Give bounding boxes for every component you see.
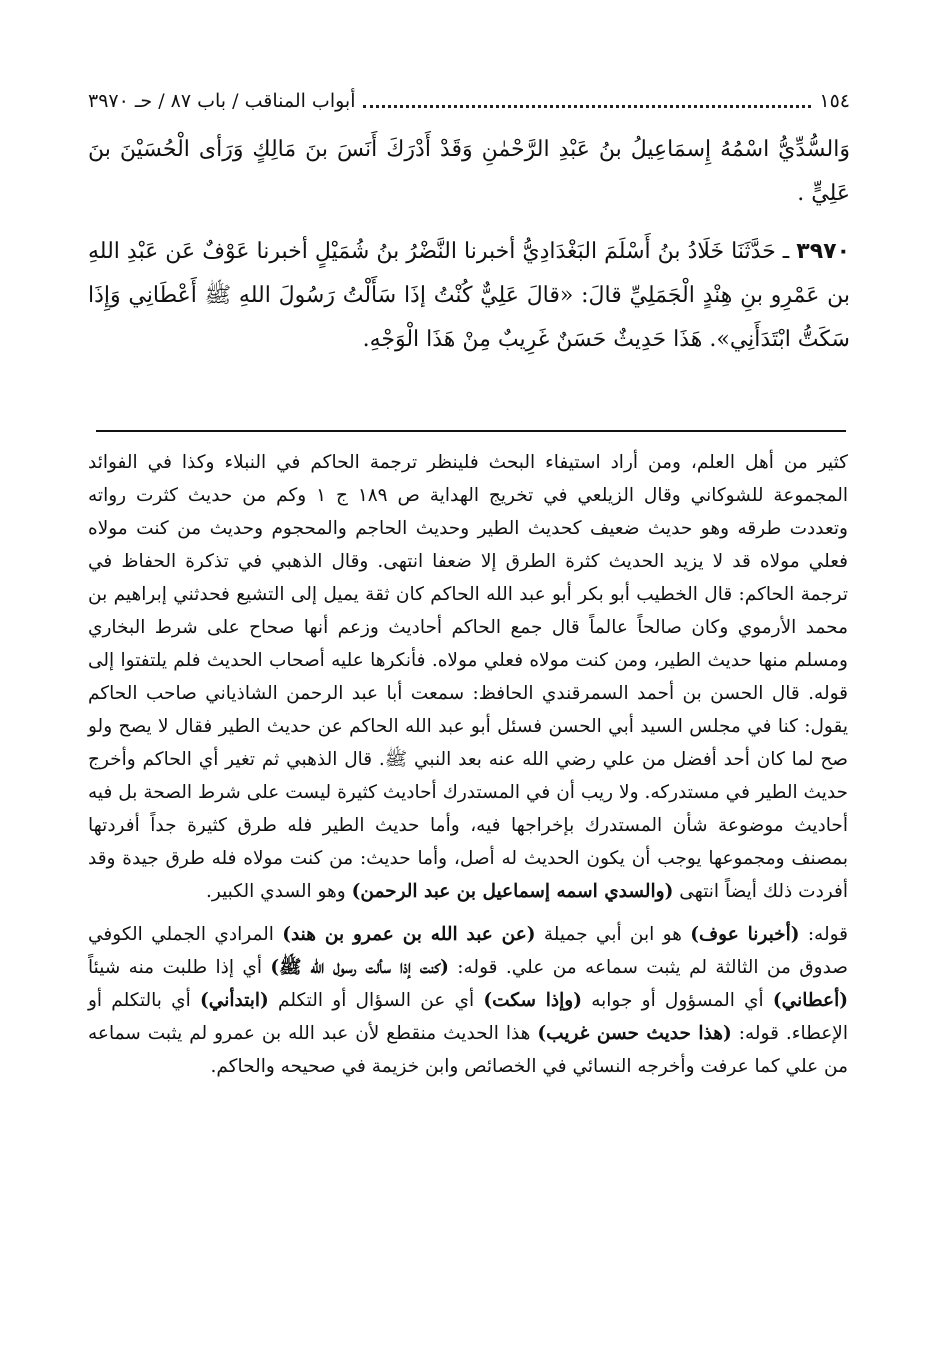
running-title: أبواب المناقب / باب ٨٧ / حـ ٣٩٧٠ <box>88 90 356 112</box>
commentary-quote: (هذا حديث حسن غريب) <box>537 1023 732 1044</box>
commentary-text: أي عن السؤال أو التكلم <box>268 990 484 1011</box>
commentary-text: هو ابن أبي جميلة <box>535 924 691 945</box>
commentary-quote: (ابتدأني) <box>200 990 269 1011</box>
commentary-text: وهو السدي الكبير. <box>206 881 352 902</box>
footnote-separator <box>96 430 846 432</box>
commentary-paragraph-2 <box>88 918 848 1083</box>
hadith-paragraph <box>88 230 850 362</box>
commentary <box>88 446 848 1083</box>
commentary-quote: (عن عبد الله بن عمرو بن هند) <box>282 924 536 945</box>
commentary-quote: (أعطاني) <box>772 990 848 1011</box>
commentary-quote: (وإذا سكت) <box>483 990 582 1011</box>
main-text <box>88 128 850 362</box>
commentary-text: أي إذا طلبت منه شيئاً <box>88 957 271 978</box>
hadith-number: ٣٩٧٠ <box>796 239 850 264</box>
commentary-quote: (والسدي اسمه إسماعيل بن عبد الرحمن) <box>351 881 674 902</box>
commentary-quote: (كنت إذا سألت رسول الله ﷺ) <box>270 957 449 978</box>
commentary-text: كثير من أهل العلم، ومن أراد استيفاء البحث فلينظر ترجمة الحاكم في النبلاء وكذا في الفوائد المجموعة للشوكاني وقال الزيلعي في تخريج الهداية ص ١٨٩ ج ١ وكم من حديث كثرت رواته وتعددت طرقه وهو حديث ضعيف كحديث الطير وحديث الحاجم والمحجوم وحديث من كنت مولاه فعلي مولاه قد لا يزيد الحديث كثرة الطرق إلا ضعفا انتهى. وقال الذهبي في تذكرة الحفاظ في ترجمة الحاكم: قال الخطيب أبو بكر أبو عبد الله الحاكم كان ثقة يميل إلى التشيع فحدثني إبراهيم بن محمد الأرموي وكان صالحاً عالماً قال جمع الحاكم أحاديث وزعم أنها صحاح على شرط البخاري ومسلم منها حديث الطير، ومن كنت مولاه فعلي مولاه. فأنكرها عليه أصحاب الحديث فلم يلتفتوا إلى قوله. قال الحسن بن أحمد السمرقندي الحافظ: سمعت أبا عبد الرحمن الشاذياني صاحب الحاكم يقول: كنا في مجلس السيد أبي الحسن فسئل أبو عبد الله الحاكم عن حديث الطير فقال لا يصح ولو صح لما كان أحد أفضل من علي رضي الله عنه بعد النبي ﷺ. قال الذهبي ثم تغير أي الحاكم وأخرج حديث الطير في مستدركه. ولا ريب أن في المستدرك أحاديث كثيرة ليست على شرط الصحة بل فيه أحاديث موضوعة شأن المستدرك بإخراجها فيه، وأما حديث الطير فله طرق كثيرة جداً أفردتها بمصنف ومجموعها يوجب أن يكون الحديث له أصل، وأما حديث: من كنت مولاه فله طرق جيدة وقد أفردت ذلك أيضاً انتهى <box>88 452 849 902</box>
commentary-text: أي المسؤول أو جوابه <box>582 990 773 1011</box>
commentary-text: أي بالتكلم أو الإعطاء. قوله: <box>88 990 848 1044</box>
header-dot-leader <box>363 105 811 108</box>
commentary-text: المرادي الجملي الكوفي صدوق من الثالثة لم يثبت سماعه من علي. قوله: <box>88 924 848 978</box>
commentary-quote: (أخبرنا عوف) <box>690 924 800 945</box>
main-paragraph-1: وَالسُّدِّيُّ اسْمُهُ إِسمَاعِيلُ بنُ عَبْدِ الرَّحْمٰنِ وَقَدْ أَدْرَكَ أَنَسَ بنَ مَالِكٍ وَرَأى الْحُسَيْنَ بنَ عَلِيٍّ . <box>88 137 850 206</box>
page-header <box>88 84 850 118</box>
commentary-text: قوله: <box>799 924 849 945</box>
commentary-text: هذا الحديث منقطع لأن عبد الله بن عمرو لم يثبت سماعه من علي كما عرفت وأخرجه النسائي في الخصائص وابن خزيمة في صحيحه والحاكم. <box>88 1023 848 1077</box>
hadith-text: ـ حَدَّثَنَا خَلَادُ بنُ أَسْلَمَ البَغْدَادِيُّ أخبرنا النَّضْرُ بنُ شُمَيْلٍ أخبرنا عَوْفٌ عَن عَبْدِ اللهِ بن عَمْرِو بنِ هِنْدٍ الْجَمَلِيِّ قالَ: «قالَ عَلِيٌّ كُنْتُ إذَا سَأَلْتُ رَسُولَ اللهِ ﷺ أَعْطَانِي وَإِذَا سَكَتُّ ابْتَدَأَنِي». هَذَا حَدِيثٌ حَسَنٌ غَرِيبٌ مِنْ هَذَا الْوَجْهِ. <box>88 239 850 352</box>
commentary-paragraph-1 <box>88 446 848 908</box>
page-number: ١٥٤ <box>819 90 850 112</box>
